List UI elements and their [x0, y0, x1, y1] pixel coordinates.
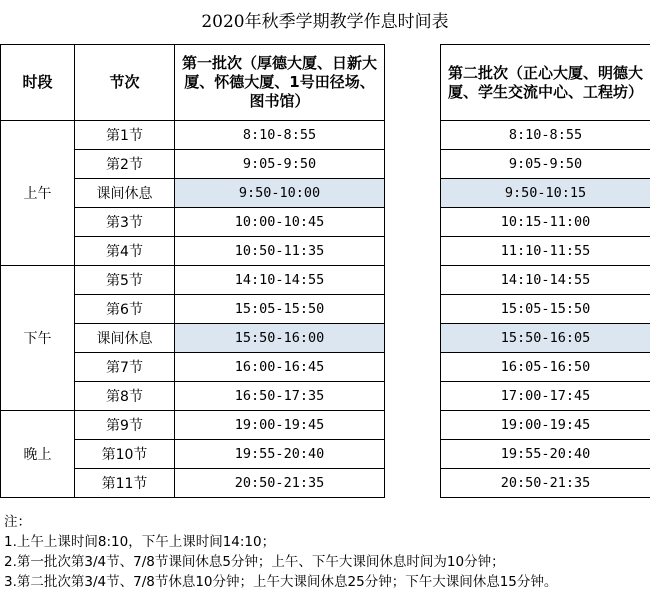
session-cell: 第1节 [75, 121, 175, 150]
column-gap [385, 382, 441, 411]
batch2-time: 11:10-11:55 [441, 237, 650, 266]
batch1-time: 9:05-9:50 [175, 150, 385, 179]
table-row [1, 411, 650, 440]
session-cell: 第5节 [75, 266, 175, 295]
period-morning: 上午 [1, 121, 75, 266]
note-item: 3.第二批次第3/4节、7/8节休息10分钟；上午大课间休息25分钟；下午大课间休息15分钟。 [4, 574, 558, 590]
note-item: 2.第一批次第3/4节、7/8节课间休息5分钟；上午、下午大课间休息时间为10分钟； [4, 554, 505, 570]
session-cell: 第7节 [75, 353, 175, 382]
session-cell: 第2节 [75, 150, 175, 179]
column-gap [385, 237, 441, 266]
column-gap [385, 179, 441, 208]
notes-heading: 注： [4, 514, 31, 530]
session-cell: 课间休息 [75, 179, 175, 208]
batch2-time: 17:00-17:45 [441, 382, 650, 411]
header-batch1: 第一批次（厚德大厦、日新大厦、怀德大厦、1号田径场、图书馆） [175, 45, 385, 121]
batch1-time: 9:50-10:00 [175, 179, 385, 208]
schedule-table [0, 44, 650, 498]
batch2-time: 20:50-21:35 [441, 469, 650, 498]
column-gap [385, 440, 441, 469]
column-gap [385, 324, 441, 353]
batch1-time: 10:00-10:45 [175, 208, 385, 237]
header-batch2: 第二批次（正心大厦、明德大厦、学生交流中心、工程坊） [441, 45, 650, 121]
column-gap [385, 469, 441, 498]
table-row [1, 295, 650, 324]
batch2-time: 8:10-8:55 [441, 121, 650, 150]
session-cell: 第10节 [75, 440, 175, 469]
column-gap [385, 353, 441, 382]
batch1-time: 19:55-20:40 [175, 440, 385, 469]
header-session: 节次 [75, 45, 175, 121]
batch2-time: 9:05-9:50 [441, 150, 650, 179]
session-cell: 第11节 [75, 469, 175, 498]
batch1-time: 15:05-15:50 [175, 295, 385, 324]
batch2-time: 14:10-14:55 [441, 266, 650, 295]
batch1-time: 8:10-8:55 [175, 121, 385, 150]
table-row [1, 208, 650, 237]
batch2-time: 19:55-20:40 [441, 440, 650, 469]
column-gap [385, 150, 441, 179]
batch1-time: 10:50-11:35 [175, 237, 385, 266]
batch1-time: 15:50-16:00 [175, 324, 385, 353]
column-gap [385, 411, 441, 440]
page-title: 2020年秋季学期教学作息时间表 [201, 12, 449, 32]
table-row-break [1, 179, 650, 208]
period-afternoon: 下午 [1, 266, 75, 411]
batch1-time: 19:00-19:45 [175, 411, 385, 440]
batch1-time: 14:10-14:55 [175, 266, 385, 295]
batch2-time: 10:15-11:00 [441, 208, 650, 237]
table-row [1, 266, 650, 295]
session-cell: 第4节 [75, 237, 175, 266]
batch2-time: 16:05-16:50 [441, 353, 650, 382]
header-row [1, 45, 650, 121]
header-period: 时段 [1, 45, 75, 121]
table-row [1, 353, 650, 382]
session-cell: 第3节 [75, 208, 175, 237]
batch2-time: 15:50-16:05 [441, 324, 650, 353]
batch2-time: 15:05-15:50 [441, 295, 650, 324]
column-gap [385, 208, 441, 237]
column-gap [385, 121, 441, 150]
session-cell: 第6节 [75, 295, 175, 324]
table-row [1, 440, 650, 469]
batch2-time: 19:00-19:45 [441, 411, 650, 440]
batch1-time: 16:50-17:35 [175, 382, 385, 411]
table-row [1, 382, 650, 411]
table-row [1, 237, 650, 266]
period-evening: 晚上 [1, 411, 75, 498]
column-gap [385, 295, 441, 324]
batch2-time: 9:50-10:15 [441, 179, 650, 208]
table-row [1, 121, 650, 150]
session-cell: 第8节 [75, 382, 175, 411]
note-item: 1.上午上课时间8:10，下午上课时间14:10； [4, 534, 276, 550]
table-row [1, 469, 650, 498]
batch1-time: 16:00-16:45 [175, 353, 385, 382]
table-row-break [1, 324, 650, 353]
column-gap [385, 266, 441, 295]
session-cell: 课间休息 [75, 324, 175, 353]
column-gap [385, 45, 441, 121]
batch1-time: 20:50-21:35 [175, 469, 385, 498]
table-row [1, 150, 650, 179]
session-cell: 第9节 [75, 411, 175, 440]
notes-section [4, 512, 557, 592]
